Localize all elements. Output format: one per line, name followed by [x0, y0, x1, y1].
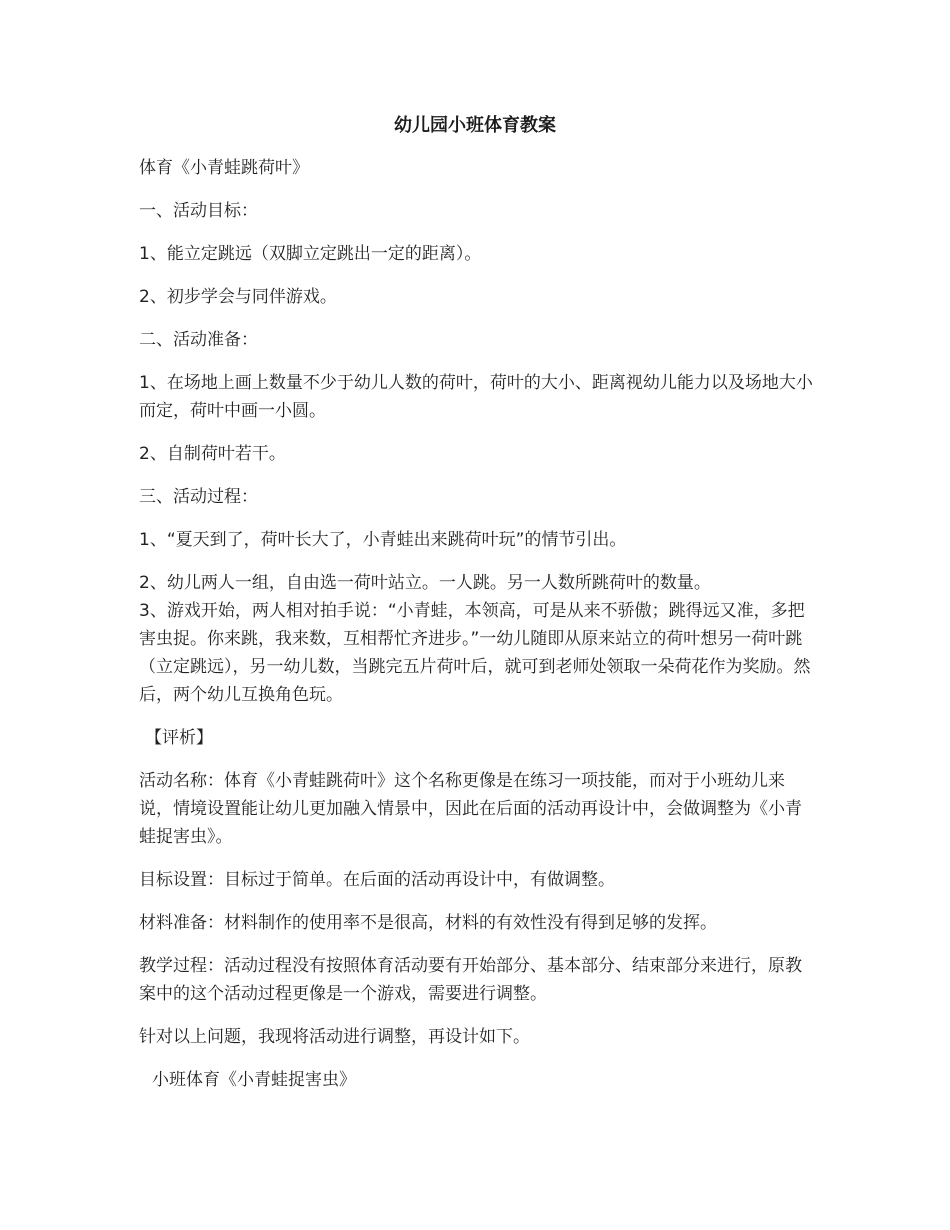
paragraph-process-1: 1、“夏天到了，荷叶长大了，小青蛙出来跳荷叶玩”的情节引出。 [139, 530, 627, 550]
paragraph-subject: 体育《小青蛙跳荷叶》 [139, 158, 309, 178]
paragraph-process-2: 2、幼儿两人一组，自由选一荷叶站立。一人跳。另一人数所跳荷叶的数量。 [139, 573, 711, 593]
paragraph-redesign-title: 小班体育《小青蛙捉害虫》 [152, 1070, 356, 1090]
document-body [139, 154, 814, 1109]
paragraph-analysis-goals: 目标设置：目标过于简单。在后面的活动再设计中，有做调整。 [139, 870, 615, 890]
paragraph-goal-2: 2、初步学会与同伴游戏。 [139, 287, 337, 307]
paragraph-goal-1: 1、能立定跳远（双脚立定跳出一定的距离）。 [139, 244, 482, 264]
paragraph-prep-1: 1、在场地上画上数量不少于幼儿人数的荷叶，荷叶的大小、距离视幼儿能力以及场地大小而定，荷叶中画一小圆。 [139, 373, 813, 421]
paragraph-section-process: 三、活动过程： [139, 487, 258, 507]
paragraph-prep-2: 2、自制荷叶若干。 [139, 444, 286, 464]
paragraph-section-goals: 一、活动目标： [139, 201, 258, 221]
paragraph-analysis-heading: 【评析】 [145, 728, 213, 748]
paragraph-process-3: 3、游戏开始，两人相对拍手说：“小青蛙，本领高，可是从来不骄傲；跳得远又准，多把害虫捉。你来跳，我来数，互相帮忙齐进步。”一幼儿随即从原来站立的荷叶想另一荷叶跳（立定跳远），另一幼儿数，当跳完五片荷叶后，就可到老师处领取一朵荷花作为奖励。然后，两个幼儿互换角色玩。 [139, 601, 811, 705]
paragraph-analysis-materials: 材料准备：材料制作的使用率不是很高，材料的有效性没有得到足够的发挥。 [139, 913, 717, 933]
document-title: 幼儿园小班体育教案 [394, 115, 556, 136]
paragraph-redesign-intro: 针对以上问题，我现将活动进行调整，再设计如下。 [139, 1027, 530, 1047]
paragraph-analysis-name: 活动名称：体育《小青蛙跳荷叶》这个名称更像是在练习一项技能，而对于小班幼儿来说，情境设置能让幼儿更加融入情景中，因此在后面的活动再设计中，会做调整为《小青蛙捉害虫》。 [139, 771, 802, 847]
paragraph-analysis-teaching: 教学过程：活动过程没有按照体育活动要有开始部分、基本部分、结束部分来进行，原教案中的这个活动过程更像是一个游戏，需要进行调整。 [139, 956, 802, 1004]
paragraph-section-preparation: 二、活动准备： [139, 330, 258, 350]
